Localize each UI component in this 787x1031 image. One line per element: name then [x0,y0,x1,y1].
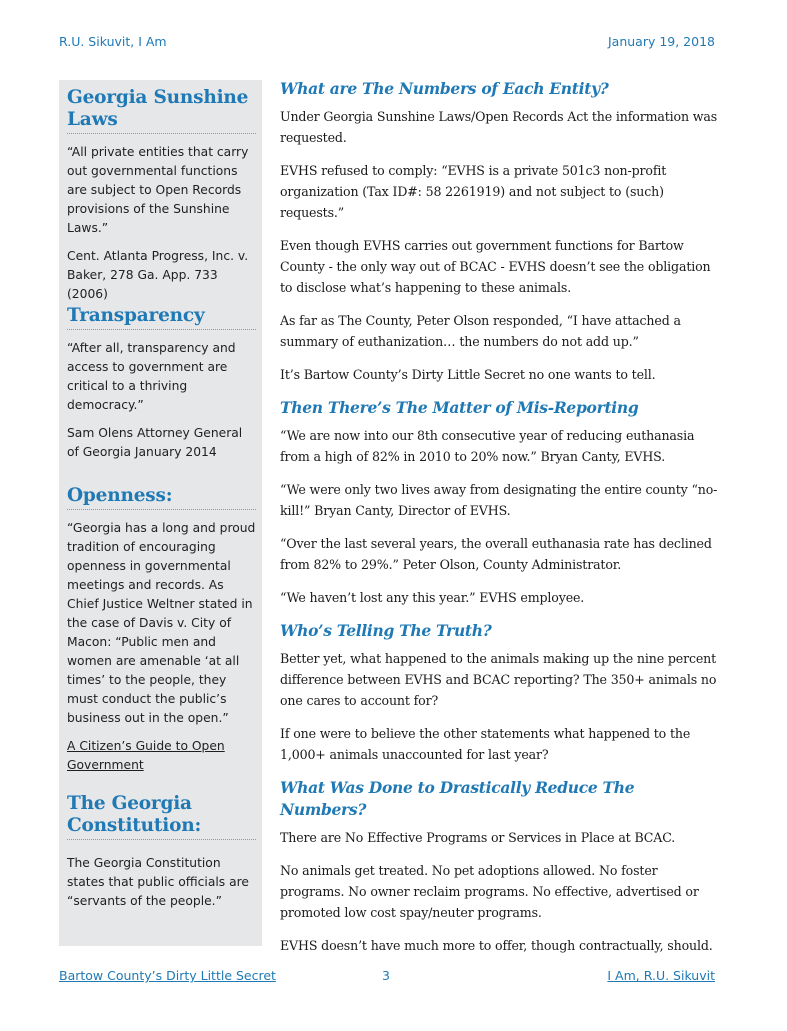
sidebar-section-sunshine [67,87,256,304]
sidebar-citation: Cent. Atlanta Progress, Inc. v. Baker, 278 Ga. App. 733 (2006) [67,249,249,301]
paragraph: As far as The County, Peter Olson responded, “I have attached a summary of euthanization… the numbers do not add up.” [280,313,681,349]
paragraph: No animals get treated. No pet adoptions allowed. No foster programs. No owner reclaim programs. No effective, advertised or promoted low cost spay/neuter programs. [280,863,699,920]
sidebar-quote: “Georgia has a long and proud tradition of encouraging openness in governmental meetings and records. As Chief Justice Weltner stated in the case of Davis v. City of Macon: “Public men and women are amenable ‘at all times’ to the people, they must conduct the public’s business out in the open.” [67,521,256,725]
paragraph: Under Georgia Sunshine Laws/Open Records Act the information was requested. [280,109,718,145]
paragraph: Even though EVHS carries out government functions for Bartow County - the only way out of BCAC - EVHS doesn’t see the obligation to disclose what’s happening to these animals. [280,238,711,295]
paragraph: Better yet, what happened to the animals making up the nine percent difference between EVHS and BCAC reporting? The 350+ animals no one cares to account for? [280,651,717,708]
page-header [59,34,715,52]
sidebar-heading: Openness: [67,485,173,506]
paragraph: EVHS doesn’t have much more to offer, though contractually, should. [280,938,713,953]
section-heading: What Was Done to Drastically Reduce The Numbers? [280,778,635,819]
divider [67,839,256,840]
paragraph: “Over the last several years, the overall euthanasia rate has declined from 82% to 29%.” Peter Olson, County Administrator. [280,536,712,572]
paragraph: “We haven’t lost any this year.” EVHS employee. [280,590,585,605]
sidebar-heading: Transparency [67,305,205,326]
footer-title-link[interactable]: Bartow County’s Dirty Little Secret [59,968,276,983]
divider [67,509,256,510]
section-heading: Then There’s The Matter of Mis-Reporting [280,398,639,417]
page-number: 3 [382,968,390,983]
paragraph: “We are now into our 8th consecutive year of reducing euthanasia from a high of 82% in 2010 to 20% now.” Bryan Canty, EVHS. [280,428,695,464]
divider [67,329,256,330]
paragraph: If one were to believe the other statements what happened to the 1,000+ animals unaccounted for last year? [280,726,691,762]
sidebar-citation: Sam Olens Attorney General of Georgia January 2014 [67,426,243,459]
sidebar-section-openness [67,485,256,775]
header-date: January 19, 2018 [607,34,715,49]
section-heading: What are The Numbers of Each Entity? [280,79,609,98]
citizens-guide-link[interactable]: A Citizen’s Guide to Open Government [67,739,225,772]
sidebar-link-wrap [67,737,256,775]
paragraph: “We were only two lives away from designating the entire county “no-kill!” Bryan Canty, Director of EVHS. [280,482,718,518]
sidebar-quote: “After all, transparency and access to government are critical to a thriving democracy.” [67,341,236,412]
main-content [280,78,720,968]
sidebar-heading: Georgia Sunshine Laws [67,87,249,130]
paragraph: There are No Effective Programs or Services in Place at BCAC. [280,830,676,845]
header-author: R.U. Sikuvit, I Am [59,34,167,49]
sidebar [59,80,262,946]
page-footer [59,968,715,986]
sidebar-section-transparency [67,305,256,462]
section-heading: Who’s Telling The Truth? [280,621,492,640]
paragraph: EVHS refused to comply: “EVHS is a private 501c3 non-profit organization (Tax ID#: 58 2261919) and not subject to (such) requests.” [280,163,667,220]
sidebar-heading: The Georgia Constitution: [67,793,202,836]
sidebar-section-constitution [67,793,256,911]
sidebar-quote: The Georgia Constitution states that public officials are “servants of the people.” [67,856,249,908]
footer-author-link[interactable]: I Am, R.U. Sikuvit [607,968,715,983]
sidebar-quote: “All private entities that carry out governmental functions are subject to Open Records provisions of the Sunshine Laws.” [67,145,249,235]
paragraph: It’s Bartow County’s Dirty Little Secret no one wants to tell. [280,367,656,382]
divider [67,133,256,134]
